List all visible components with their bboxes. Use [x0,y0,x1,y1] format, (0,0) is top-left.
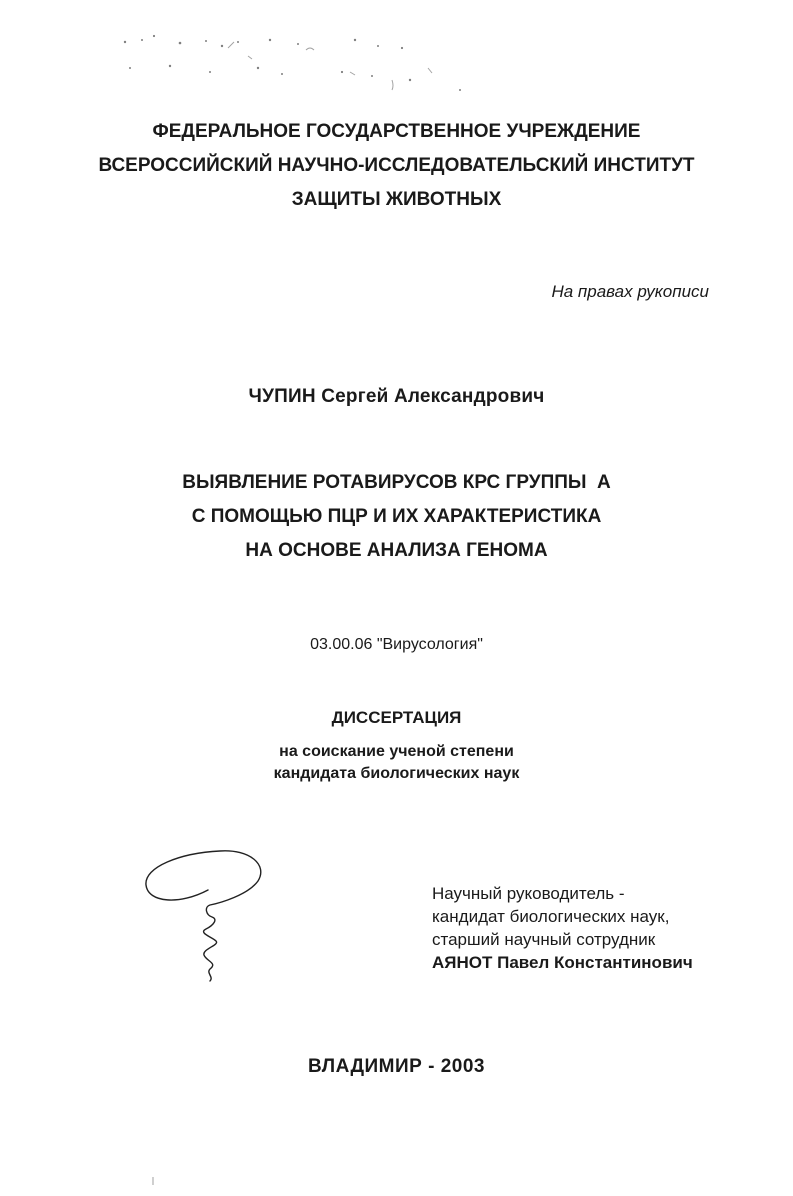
faded-stamp-marks [110,28,490,98]
degree-line-1: на соискание ученой степени [279,743,514,760]
institution-name [0,115,793,217]
supervisor-line-3: старший научный сотрудник [432,930,656,949]
degree-line-2: кандидата биологических наук [273,765,520,782]
institution-line-3: ЗАЩИТЫ ЖИВОТНЫХ [291,189,502,210]
specialty-code: 03.00.06 "Вирусология" [310,636,483,653]
degree-statement [0,741,793,785]
manuscript-note: На правах рукописи [551,282,709,301]
handwritten-signature [140,845,280,985]
author-name: ЧУПИН Сергей Александрович [248,386,545,407]
institution-line-2: ВСЕРОССИЙСКИЙ НАУЧНО-ИССЛЕДОВАТЕЛЬСКИЙ ИНСТИТУТ [98,155,695,176]
scan-speck [150,1176,156,1186]
dissertation-title [0,466,793,568]
supervisor-name: АЯНОТ Павел Константинович [432,953,693,972]
institution-line-1: ФЕДЕРАЛЬНОЕ ГОСУДАРСТВЕННОЕ УЧРЕЖДЕНИЕ [152,121,641,142]
supervisor-line-2: кандидат биологических наук, [432,907,670,926]
supervisor-block [432,882,693,974]
title-line-2: С ПОМОЩЬЮ ПЦР И ИХ ХАРАКТЕРИСТИКА [191,506,602,527]
document-type: ДИССЕРТАЦИЯ [331,708,462,727]
city-year: ВЛАДИМИР - 2003 [307,1056,485,1077]
title-line-3: НА ОСНОВЕ АНАЛИЗА ГЕНОМА [245,540,548,561]
supervisor-line-1: Научный руководитель - [432,884,625,903]
title-line-1: ВЫЯВЛЕНИЕ РОТАВИРУСОВ КРС ГРУППЫ А [182,472,611,493]
